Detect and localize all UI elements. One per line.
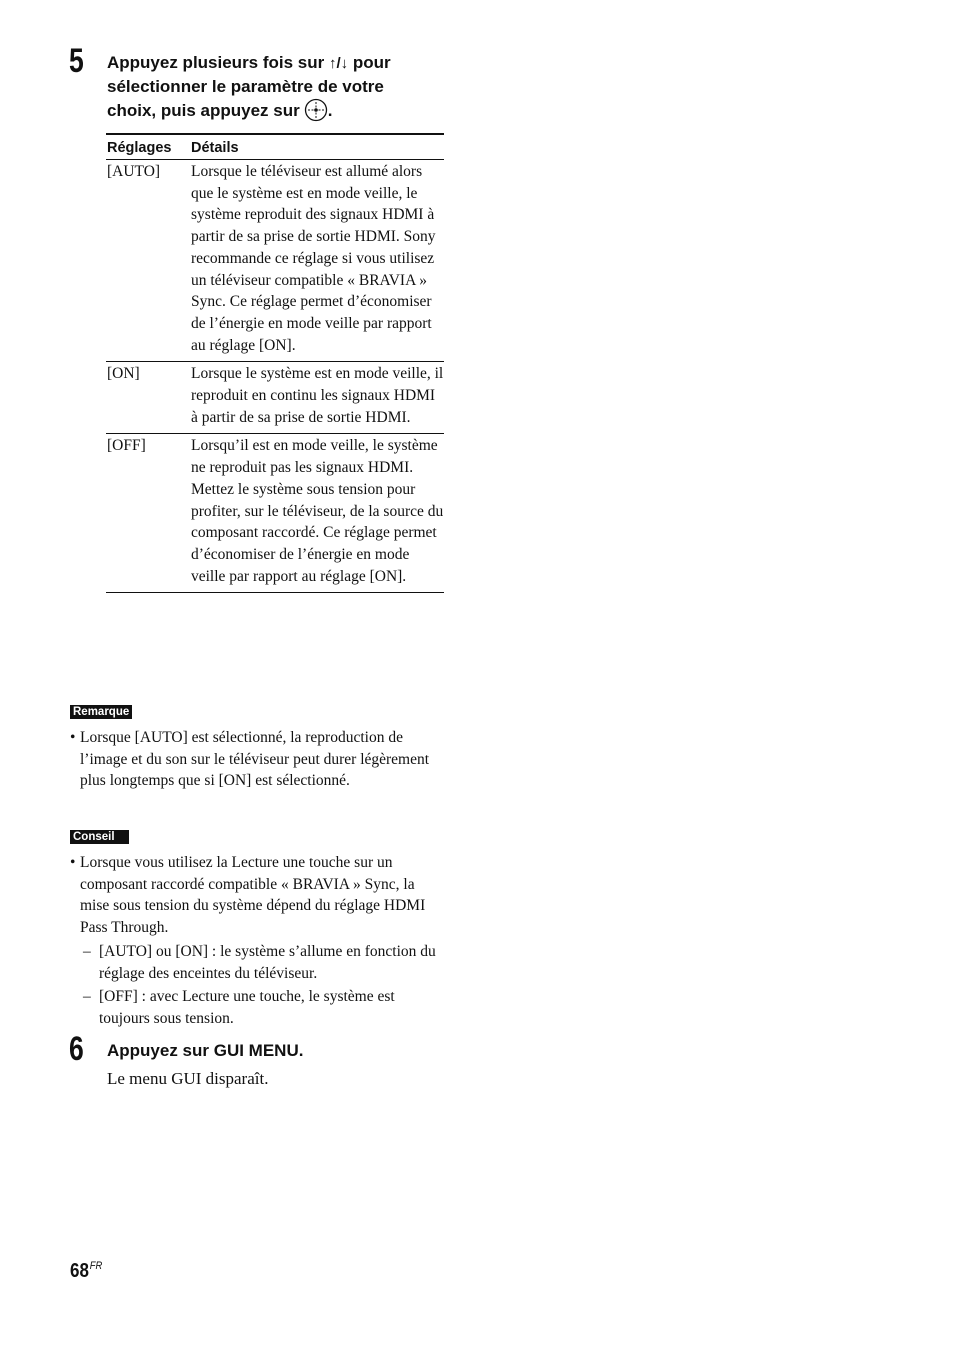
table-row <box>106 160 444 362</box>
tip-label: Conseil <box>70 830 129 844</box>
step-5-number: 5 <box>69 42 84 80</box>
settings-table <box>106 133 444 593</box>
step-6-heading: Appuyez sur GUI MENU. <box>107 1041 304 1060</box>
note-text: Lorsque [AUTO] est sélectionné, la reproduction de l’image et du son sur le téléviseur peut durer légèrement plus longtemps que si [ON] est sélectionné. <box>80 729 430 790</box>
note-bullet-item <box>70 727 444 792</box>
note-block <box>70 727 444 792</box>
setting-on: [ON] <box>107 365 140 383</box>
details-off: Lorsqu’il est en mode veille, le système ne reproduit pas les signaux HDMI. Mettez le système sous tension pour profiter, sur le téléviseur, de la source du composant raccordé. Ce réglage permet d’économiser de l’énergie en mode veille par rapport au réglage [ON]. <box>191 437 444 585</box>
language-code: FR <box>89 1260 103 1272</box>
header-details: Détails <box>191 140 239 156</box>
details-auto: Lorsque le téléviseur est allumé alors que le système est en mode veille, le système reproduit des signaux HDMI à partir de sa prise de sortie HDMI. Sony recommande ce réglage si vous utilisez un téléviseur compatible « BRAVIA » Sync. Ce réglage permet d’économiser de l’énergie en mode veille par rapport au réglage [ON]. <box>191 163 436 354</box>
table-row <box>106 434 444 593</box>
tip-bullet-item <box>70 852 444 939</box>
tip-sub-text-2: [OFF] : avec Lecture une touche, le système est toujours sous tension. <box>99 988 395 1027</box>
page-number: $68^{FR}$ <box>70 1260 103 1282</box>
step-5-heading: Appuyez plusieurs fois sur ↑/↓ pour sélectionner le paramètre de votre choix, puis appuyez sur . <box>107 52 447 129</box>
setting-off: [OFF] <box>107 437 146 455</box>
tip-block <box>70 852 444 1030</box>
tip-sub-item <box>70 986 444 1029</box>
tip-sub-item <box>70 941 444 984</box>
step-6-number: 6 <box>69 1030 84 1068</box>
note-label: Remarque <box>70 705 132 719</box>
step-6-result: Le menu GUI disparaît. <box>107 1069 269 1088</box>
dash-mark: – <box>83 988 91 1006</box>
up-down-arrow-icon: ↑/↓ <box>329 55 349 72</box>
header-settings: Réglages <box>107 140 172 156</box>
tip-text: Lorsque vous utilisez la Lecture une touche sur un composant raccordé compatible « BRAVIA » Sync, la mise sous tension du système dépend du réglage HDMI Pass Through. <box>80 854 426 937</box>
enter-button-icon <box>304 98 328 129</box>
bullet-mark: • <box>70 854 76 871</box>
table-row <box>106 362 444 434</box>
dash-mark: – <box>83 942 91 960</box>
setting-auto: [AUTO] <box>107 163 161 180</box>
details-on: Lorsque le système est en mode veille, il reproduit en continu les signaux HDMI à partir de sa prise de sortie HDMI. <box>191 365 444 426</box>
tip-sub-text-1: [AUTO] ou [ON] : le système s’allume en fonction du réglage des enceintes du téléviseur. <box>99 942 436 982</box>
table-header-row <box>106 134 444 160</box>
bullet-mark: • <box>70 729 76 746</box>
